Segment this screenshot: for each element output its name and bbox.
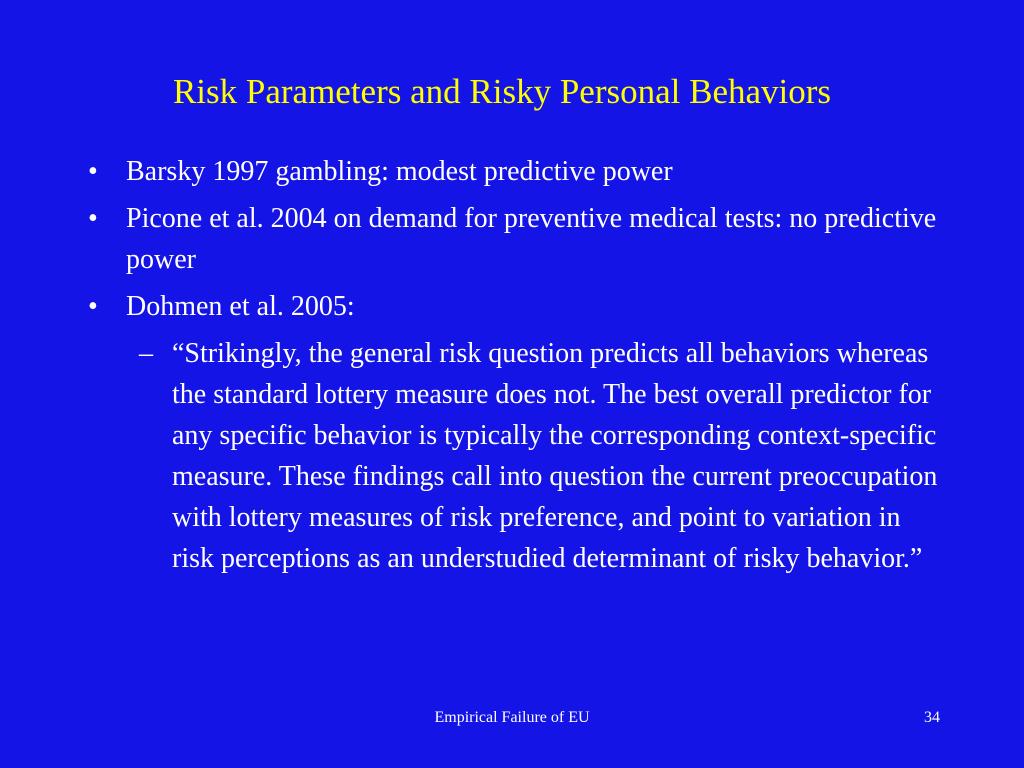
bullet-text: Barsky 1997 gambling: modest predictive power	[126, 156, 673, 187]
slide-title: Risk Parameters and Risky Personal Behaviors	[172, 72, 832, 111]
bullet-item	[0, 286, 946, 327]
sub-bullet-item	[0, 333, 947, 579]
slide-body	[0, 151, 1024, 579]
bullet-marker: •	[88, 203, 98, 234]
bullet-item	[0, 151, 946, 192]
sub-bullet-marker: –	[139, 338, 153, 369]
bullet-text: Dohmen et al. 2005:	[126, 291, 355, 322]
bullet-item	[0, 198, 946, 280]
bullet-text: Picone et al. 2004 on demand for preventive medical tests: no predictive power	[126, 203, 937, 275]
bullet-marker: •	[88, 291, 98, 322]
footer-text: Empirical Failure of EU	[434, 709, 590, 726]
page-number: 34	[924, 709, 940, 726]
bullet-marker: •	[88, 156, 98, 187]
sub-bullet-quote: “Strikingly, the general risk question predicts all behaviors whereas the standard lottery measure does not. The best overall predictor for any specific behavior is typically the corresponding context-specific measure. These findings call into question the current preoccupation with lottery measures of risk preference, and point to variation in risk perceptions as an understudied determinant of risky behavior.”	[172, 338, 938, 574]
